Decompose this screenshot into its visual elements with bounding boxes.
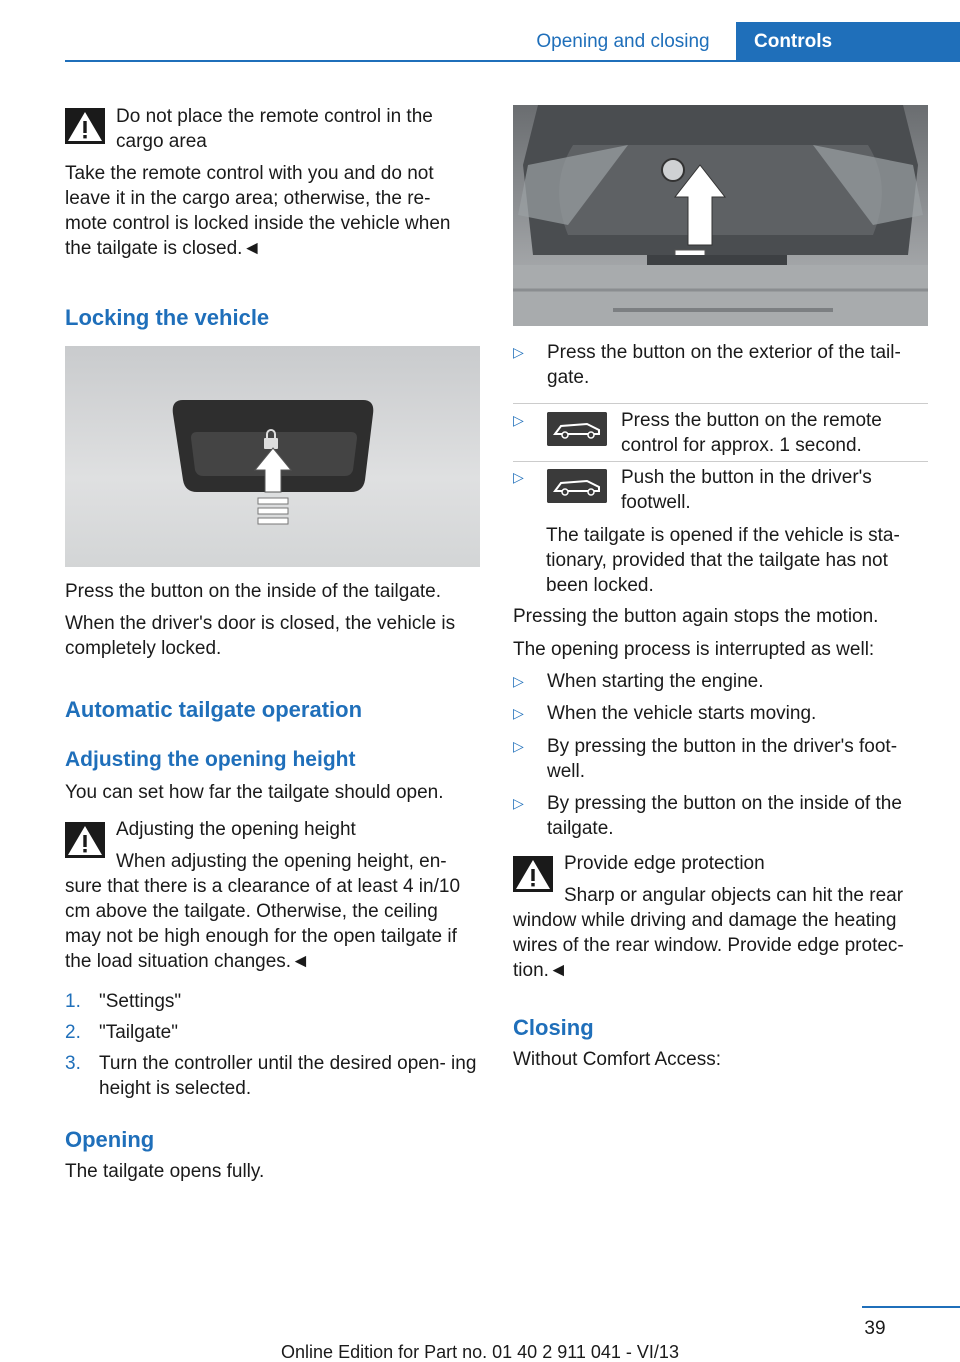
bullet-text: When the vehicle starts moving.: [547, 703, 817, 724]
tailgate-button-icon: [547, 412, 607, 446]
warning3-body: Sharp or angular objects can hit the rear window while driving and damage the heating wires of the rear window. Provide edge protec- tion.◄: [513, 885, 904, 981]
edition-footer: Online Edition for Part no. 01 40 2 911 041 - VI/13: [281, 1342, 679, 1362]
bullet-triangle-icon: ▷: [513, 705, 524, 721]
list-item: [513, 669, 928, 694]
locking-heading: Locking the vehicle: [65, 305, 270, 330]
bullet-triangle-icon: ▷: [513, 412, 524, 428]
bullet-text: When starting the engine.: [547, 671, 764, 692]
bullet-triangle-icon: ▷: [513, 469, 524, 485]
list-item: [513, 465, 928, 515]
tailgate-lock-button-image: [65, 346, 480, 567]
bullet-text: By pressing the button on the inside of the tailgate.: [547, 793, 902, 839]
opened-note: The tailgate is opened if the vehicle is sta- tionary, provided that the tailgate has not been locked.: [546, 525, 900, 596]
opening-heading: Opening: [65, 1127, 155, 1152]
bullet-triangle-icon: ▷: [513, 673, 524, 689]
divider: [513, 461, 928, 462]
bullet-triangle-icon: ▷: [513, 344, 524, 360]
warning1-title: Do not place the remote control in the cargo area: [116, 106, 433, 152]
list-item: [65, 989, 480, 1014]
warning-icon: [65, 108, 105, 144]
locking-paragraph-2: When the driver's door is closed, the vehicle is completely locked.: [65, 613, 456, 659]
closing-heading: Closing: [513, 1015, 594, 1040]
list-item: [513, 340, 928, 390]
list-item: [65, 1020, 480, 1045]
interrupted-paragraph: The opening process is interrupted as well:: [513, 639, 875, 660]
step-number: 3.: [65, 1053, 81, 1074]
warning1-body: Take the remote control with you and do not leave it in the cargo area; otherwise, the re- mote control is locked inside the vehicle when the tailgate is closed.◄: [65, 163, 451, 259]
list-item: [513, 408, 928, 458]
bullet-text: Press the button on the remote control for approx. 1 second.: [621, 410, 882, 456]
stops-paragraph: Pressing the button again stops the motion.: [513, 606, 879, 627]
opening-paragraph: The tailgate opens fully.: [65, 1161, 265, 1182]
closing-paragraph: Without Comfort Access:: [513, 1049, 722, 1070]
adjusting-height-heading: Adjusting the opening height: [65, 748, 356, 771]
tailgate-button-icon: [547, 469, 607, 503]
step-number: 1.: [65, 991, 81, 1012]
step-text: Turn the controller until the desired open- ing height is selected.: [99, 1053, 477, 1099]
bullet-text: Push the button in the driver's footwell.: [621, 467, 872, 513]
header-section-title: Opening and closing: [536, 31, 710, 52]
bullet-text: Press the button on the exterior of the tail- gate.: [547, 342, 901, 388]
warning2-body: When adjusting the opening height, en- sure that there is a clearance of at least 4 in/10 cm above the tailgate. Otherwise, the ceiling may not be high enough for the open tailgate if the load situation changes.◄: [65, 851, 461, 972]
list-item: [65, 1051, 480, 1101]
bullet-triangle-icon: ▷: [513, 738, 524, 754]
bullet-text: By pressing the button in the driver's foot- well.: [547, 736, 898, 782]
warning3-title: Provide edge protection: [564, 853, 765, 874]
warning2-title: Adjusting the opening height: [116, 819, 356, 840]
step-text: "Tailgate": [99, 1022, 178, 1043]
header-rule: [65, 60, 960, 62]
locking-paragraph-1: Press the button on the inside of the tailgate.: [65, 581, 442, 602]
adjusting-paragraph: You can set how far the tailgate should open.: [65, 782, 444, 803]
tailgate-exterior-image: [513, 105, 928, 326]
list-item: [513, 734, 928, 784]
bullet-triangle-icon: ▷: [513, 795, 524, 811]
step-text: "Settings": [99, 991, 182, 1012]
list-item: [513, 791, 928, 841]
divider: [513, 403, 928, 404]
list-item: [513, 701, 928, 726]
footer-rule: [862, 1306, 960, 1308]
automatic-tailgate-heading: Automatic tailgate operation: [65, 697, 363, 722]
page-number: 39: [864, 1318, 886, 1339]
step-number: 2.: [65, 1022, 81, 1043]
header-chapter-tab: Controls: [736, 22, 960, 62]
